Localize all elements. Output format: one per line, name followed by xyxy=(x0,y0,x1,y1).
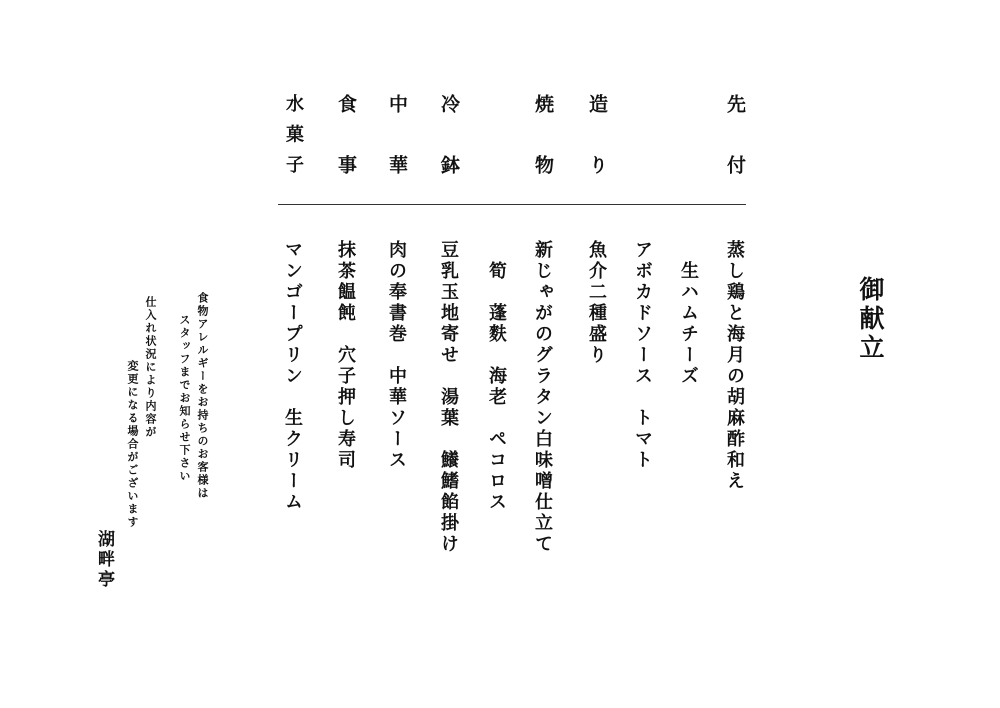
dish-tsukuri-1: 魚介二種盛り xyxy=(586,240,607,366)
section-divider xyxy=(278,204,746,205)
course-name-mizugashi: 水菓子 xyxy=(283,94,304,174)
dish-hiyabachi-1: 豆乳玉地寄せ 湯葉 鱶鰭餡掛け xyxy=(438,240,459,555)
dish-sakizuke-3: アボカドソース トマト xyxy=(632,240,653,471)
dish-yakimono-1: 新じゃがのグラタン白味噌仕立て xyxy=(532,240,553,555)
allergy-note-line-1: 食物アレルギーをお持ちのお客様は xyxy=(196,292,209,500)
allergy-note-line-2: スタッフまでお知らせ下さい xyxy=(178,314,191,483)
menu-title: 御献立 xyxy=(856,276,885,363)
course-name-sakizuke: 先付 xyxy=(724,94,746,174)
course-name-hiyabachi: 冷鉢 xyxy=(438,94,460,174)
dish-sakizuke-2: 生ハムチーズ xyxy=(678,240,699,387)
dish-shokuji-1: 抹茶饂飩 穴子押し寿司 xyxy=(335,240,356,471)
dish-sakizuke-1: 蒸し鶏と海月の胡麻酢和え xyxy=(724,240,745,492)
restaurant-name: 湖畔亭 xyxy=(94,530,114,590)
course-name-shokuji: 食事 xyxy=(335,94,357,174)
supply-note-line-1: 仕入れ状況により内容が xyxy=(144,296,157,439)
course-name-tsukuri: 造り xyxy=(586,94,608,174)
dish-chuka-1: 肉の奉書巻 中華ソース xyxy=(386,240,407,471)
supply-note-line-2: 変更になる場合がございます xyxy=(126,360,139,529)
course-name-chuka: 中華 xyxy=(386,94,408,174)
dish-yakimono-2: 筍 蓬麩 海老 ペコロス xyxy=(486,240,507,513)
dish-mizugashi-1: マンゴープリン 生クリーム xyxy=(282,240,303,513)
course-name-yakimono: 焼物 xyxy=(532,94,554,174)
